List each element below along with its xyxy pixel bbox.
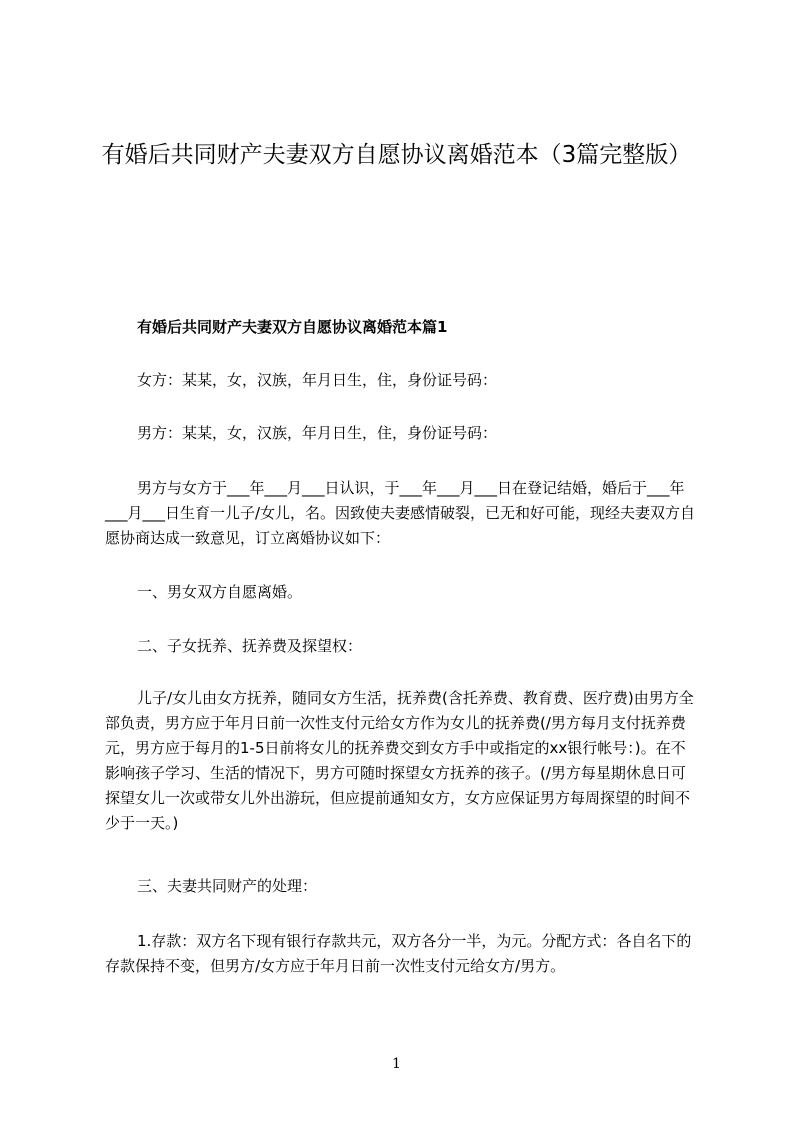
paragraph-male-party: 男方：某某，女，汉族，年月日生，住，身份证号码：: [137, 424, 498, 442]
page-number: 1: [392, 1056, 401, 1072]
paragraph-background: 男方与女方于___年___月___日认识，于___年___月___日在登记结婚，婚后于___年___月___日生育一儿子/女儿，名。因致使夫妻感情破裂，已无和好可能，现经夫妻双方自愿协商达成一致意见，订立离婚协议如下：: [105, 479, 696, 547]
section-heading: 有婚后共同财产夫妻双方自愿协议离婚范本篇1: [137, 318, 448, 336]
paragraph-female-party: 女方：某某，女，汉族，年月日生，住，身份证号码：: [137, 371, 498, 389]
paragraph-savings: 1.存款：双方名下现有银行存款共元，双方各分一半，为元。分配方式：各自名下的存款保持不变，但男方/女方应于年月日前一次性支付元给女方/男方。: [105, 932, 692, 975]
clause-one: 一、男女双方自愿离婚。: [137, 583, 303, 601]
document-title: 有婚后共同财产夫妻双方自愿协议离婚范本（3篇完整版）: [101, 142, 692, 168]
clause-three-heading: 三、夫妻共同财产的处理：: [137, 877, 318, 895]
paragraph-child-custody: 儿子/女儿由女方抚养，随同女方生活，抚养费(含托养费、教育费、医疗费)由男方全部负责，男方应于年月日前一次性支付元给女方作为女儿的抚养费(/男方每月支付抚养费元，男方应于每月的1-5日前将女儿的抚养费交到女方手中或指定的xx银行帐号：)。在不影响孩子学习、生活的情况下，男方可随时探望女方抚养的孩子。(/男方每星期休息日可探望女儿一次或带女儿外出游玩，但应提前通知女方，女方应保证男方每周探望的时间不少于一天。): [105, 689, 694, 832]
clause-two-heading: 二、子女抚养、抚养费及探望权：: [137, 637, 363, 655]
